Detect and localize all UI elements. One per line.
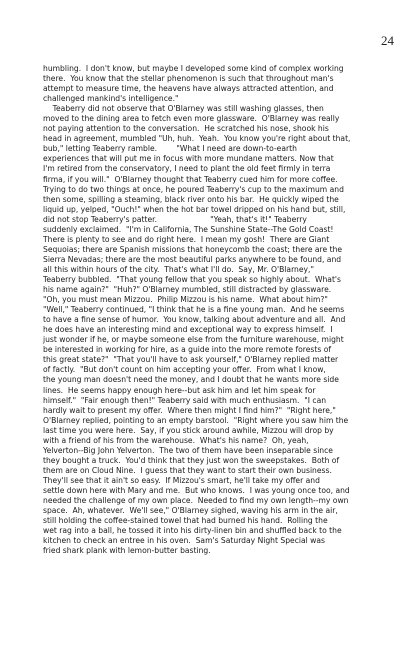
page-number: 24 [381, 33, 394, 48]
body-text: humbling. I don't know, but maybe I developed some kind of complex working there. You know that the stellar phenomenon is such that throughout man's attempt to measure time, the heavens have always attracted attention, and challenged mankind's intelligence." Teaberry did not observe that O'Blarney was still washing glasses, then moved to the dining area to fetch even more glassware. O'Blarney was really not paying attention to the conversation. He scratched his nose, shook his head in agreement, mumbled "Uh, huh. Yeah. You know you're right about that, bub," letting Teaberry ramble. "What I need are down-to-earth experiences that will put me in focus with more mundane matters. Now that I'm retired from the conservatory, I need to plant the old feet firmly in terra firma, if you will." O'Blarney thought that Teaberry cued him for more coffee. Trying to do two things at once, he poured Teaberry's cup to the maximum and then some, spilling a steaming, black river onto his bar. He quickly wiped the liquid up, yelped, "Ouch!" when the hot bar towel dripped on his hand but, still, did not stop Teaberry's patter. "Yeah, that's it!" Teaberry suddenly exclaimed. "I'm in California, The Sunshine State--The Gold Coast! There is plenty to see and do right here. I mean my gosh! There are Giant Sequoias; there are Spanish missions that honeycomb the coast; there are the Sierra Nevadas; there are the most beautiful parks anywhere to be found, and all this within hours of the city. That's what I'll do. Say, Mr. O'Blarney," Teaberry bubbled. "That young fellow that you speak so highly about. What's his name again?" "Huh?" O'Blarney mumbled, still distracted by glassware. "Oh, you must mean Mizzou. Philip Mizzou is his name. What about him?" "Well," Teaberry continued, "I think that he is a fine young man. And he seems to have a fine sense of humor. You know, talking about adventure and all. And he does have an interesting mind and exceptional way to express himself. I just wonder if he, or maybe someone else from the furniture warehouse, might be interested in working for hire, as a guide into the more remote forests of this great state?" "That you'll have to ask yourself," O'Blarney replied matter of factly. "But don't count on him accepting your offer. From what I know, the young man doesn't need the money, and I doubt that he wants more side lines. He seems happy enough here--but ask him and let him speak for himself." "Fair enough then!" Teaberry said with much enthusiasm. "I can hardly wait to present my offer. Where then might I find him?" "Right here," O'Blarney replied, pointing to an empty barstool. "Right where you saw him the last time you were here. Say, if you stick around awhile, Mizzou will drop by with a friend of his from the warehouse. What's his name? Oh, yeah, Yelverton--Big John Yelverton. The two of them have been inseparable since they bought a truck. You'd think that they just won the sweepstakes. Both of them are on Cloud Nine. I guess that they want to start their own business. They'll see that it ain't so easy. If Mizzou's smart, he'll take my offer and settle down here with Mary and me. But who knows. I was young once too, and needed the challenge of my own place. Needed to find my own length--my own space. Ah, whatever. We'll see," O'Blarney sighed, waving his arm in the air, still holding the coffee-stained towel that had burned his hand. Rolling the wet rag into a ball, he tossed it into his dirty-linen bin and shuffled back to the kitchen to check an entree in his oven. Sam's Saturday Night Special was fried shark plank with lemon-butter basting. [43, 64, 351, 556]
